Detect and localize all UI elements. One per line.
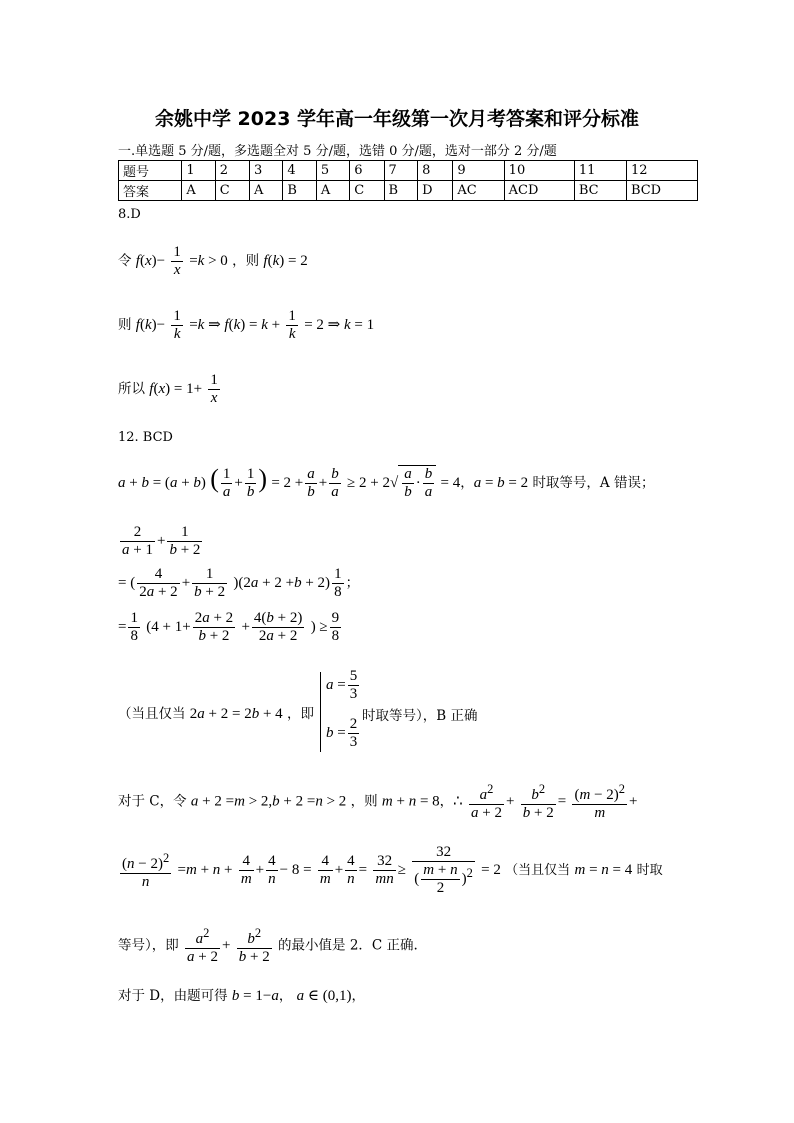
table-row-numbers bbox=[119, 161, 698, 181]
q12-c-line2: $\frac{(n - 2)^2}{n}$ =m + n + $\frac{4}{m}$ + $\frac{4}{n}$ − 8 = $\frac{4}{m}$ + $\frac{4}{n}$ = $\frac{32}{mn}$ ≥ 32 ( $\frac{m + n}{2}$ )$^2$ = 2 （当且仅当 m = n = 4 时取 bbox=[122, 844, 663, 896]
table-cell: 10 bbox=[504, 161, 574, 181]
table-cell: B bbox=[283, 181, 317, 201]
q12-label: 12. BCD bbox=[118, 430, 173, 445]
q12-d-line: 对于 D，由题可得 b = 1−a， a ∈ (0,1)， bbox=[118, 988, 365, 1004]
q8-line2: 则 f(k)− $\frac{1}{k}$ =k ⇒ f(k) = k + $\frac{1}{k}$ = 2 ⇒ k = 1 bbox=[118, 308, 375, 342]
q12-c-line: 对于 C，令 a + 2 =m > 2,b + 2 =n > 2 ，则 m + n = 8，∴ $\frac{a^2}{a + 2}$ + $\frac{b^2}{b + 2}$ = $\frac{(m - 2)^2}{m}$ + bbox=[118, 782, 638, 821]
table-cell: 9 bbox=[453, 161, 504, 181]
table-cell: 2 bbox=[215, 161, 249, 181]
table-cell: 6 bbox=[350, 161, 384, 181]
q12-c-end-tail: 的最小值是 2．C 正确. bbox=[278, 937, 418, 954]
table-cell: 5 bbox=[316, 161, 349, 181]
table-cell: A bbox=[250, 181, 283, 201]
table-cell: 3 bbox=[250, 161, 283, 181]
q12-c-tail: （当且仅当 bbox=[505, 863, 571, 878]
q12-expr3: = $\frac{1}{8}$ (4 + 1+ $\frac{2a + 2}{b + 2}$ + $\frac{4(b + 2)}{2a + 2}$ ) ≥ $\frac{9}{8}$ bbox=[118, 610, 340, 644]
table-cell: 1 bbox=[182, 161, 215, 181]
q12-c-end: 等号），即 $\frac{a^2}{a + 2}$ + $\frac{b^2}{b + 2}$ 的最小值是 2．C 正确. bbox=[118, 926, 418, 965]
section-note: 一.单选题 5 分/题，多选题全对 5 分/题，选错 0 分/题，选对一部分 2 分/题 bbox=[118, 144, 557, 159]
table-cell: 11 bbox=[574, 161, 626, 181]
table-cell: 8 bbox=[418, 161, 453, 181]
page-title: 余姚中学 2023 学年高一年级第一次月考答案和评分标准 bbox=[154, 108, 640, 130]
q12-d-prefix: 对于 D，由题可得 bbox=[118, 988, 228, 1004]
table-cell: BC bbox=[574, 181, 626, 201]
system-eq-a: a = $\frac{5}{3}$ bbox=[326, 668, 358, 702]
q12-condition: （当且仅当 2a + 2 = 2b + 4 ，即 bbox=[118, 706, 314, 722]
table-cell: 4 bbox=[283, 161, 317, 181]
q12-c-tail2: 时取 bbox=[636, 863, 663, 878]
q12-expr2: = ( $\frac{4}{2a + 2}$ + $\frac{1}{b + 2}$ )(2a + 2 +b + 2) $\frac{1}{8}$ ； bbox=[118, 566, 360, 600]
table-cell: BCD bbox=[626, 181, 697, 201]
table-cell: A bbox=[316, 181, 349, 201]
q12-line1-tail: 时取等号，A 错误； bbox=[532, 475, 655, 491]
table-cell: A bbox=[182, 181, 215, 201]
q12-line1: a + b = (a + b) ( $\frac{1}{a}$ + $\frac{1}{b}$ ) = 2 + $\frac{a}{b}$ + $\frac{b}{a}$ ≥ 2 + 2√ $\frac{a}{b}$ · $\frac{b}{a}$ = 4，a = b = 2 时取等号，A 错误； bbox=[118, 464, 655, 500]
system-brace bbox=[320, 672, 321, 752]
table-row-answers bbox=[119, 181, 698, 201]
q8-label: 8.D bbox=[118, 207, 141, 222]
q12-expr1: $\frac{2}{a + 1}$ + $\frac{1}{b + 2}$ bbox=[122, 524, 201, 558]
table-cell: D bbox=[418, 181, 453, 201]
table-header-label: 题号 bbox=[119, 161, 182, 181]
q12-condition-prefix: （当且仅当 bbox=[118, 706, 186, 722]
q12-condition-tail: 时取等号），B 正确 bbox=[362, 708, 478, 724]
q8-line1: 令 f(x)− $\frac{1}{x}$ =k > 0 ，则 f(k) = 2 bbox=[118, 244, 308, 278]
q8-line1-mid: ，则 bbox=[232, 253, 260, 269]
q12-c-end-prefix: 等号），即 bbox=[118, 937, 179, 954]
q8-line3: 所以 f(x) = 1+ $\frac{1}{x}$ bbox=[118, 372, 218, 406]
system-eq-b: b = $\frac{2}{3}$ bbox=[326, 716, 358, 750]
table-answer-label: 答案 bbox=[119, 181, 182, 201]
q12-c-mid: ，则 bbox=[350, 793, 378, 810]
q8-line2-prefix: 则 bbox=[118, 317, 132, 333]
q12-c-prefix: 对于 C，令 bbox=[118, 793, 187, 810]
table-cell: AC bbox=[453, 181, 504, 201]
q8-line3-prefix: 所以 bbox=[118, 381, 145, 397]
table-cell: 7 bbox=[384, 161, 418, 181]
q12-condition-mid: ，即 bbox=[286, 706, 314, 722]
table-cell: C bbox=[215, 181, 249, 201]
q8-line1-prefix: 令 bbox=[118, 253, 132, 269]
table-cell: C bbox=[350, 181, 384, 201]
table-cell: B bbox=[384, 181, 418, 201]
table-cell: ACD bbox=[504, 181, 574, 201]
table-cell: 12 bbox=[626, 161, 697, 181]
answer-table bbox=[118, 160, 698, 201]
